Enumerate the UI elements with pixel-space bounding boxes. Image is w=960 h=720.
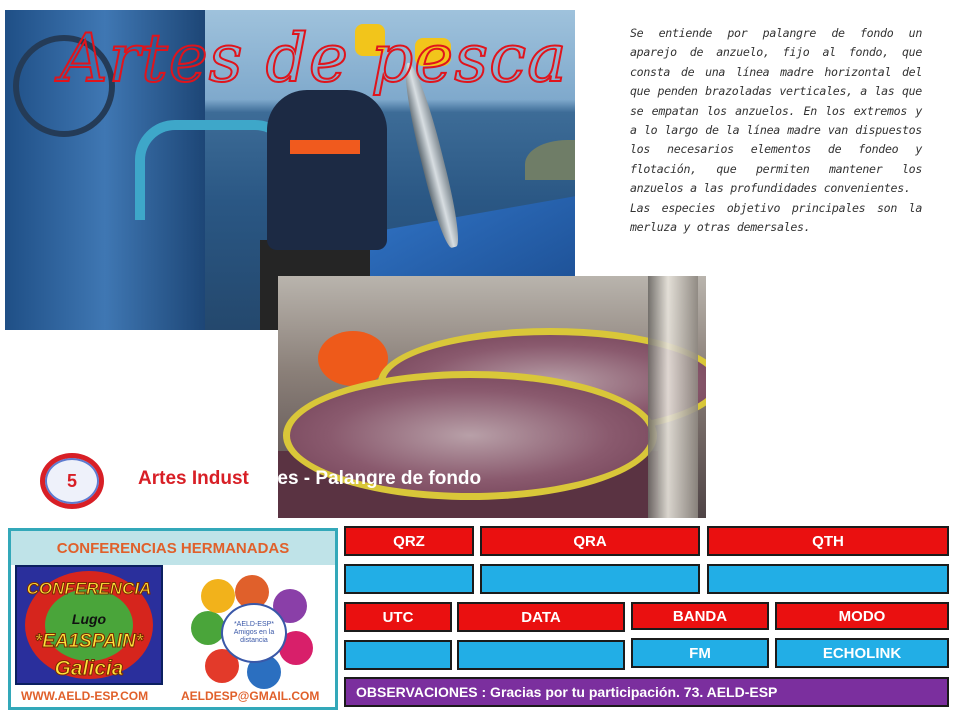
banda-field[interactable]: FM xyxy=(631,638,769,668)
conferences-panel xyxy=(8,528,338,710)
conferences-header: CONFERENCIAS HERMANADAS xyxy=(11,531,335,565)
subtitle-red-part: Artes Indust xyxy=(138,468,249,489)
fisherman-body xyxy=(267,90,387,250)
lugo-logo-text-2: Lugo xyxy=(71,611,107,627)
aeld-logo xyxy=(191,575,313,687)
aeld-petal-yellow xyxy=(201,579,235,613)
hill-shape xyxy=(525,140,575,180)
utc-field[interactable] xyxy=(344,640,452,670)
qrz-field[interactable] xyxy=(344,564,474,594)
aeld-logo-text-1: *AELD-ESP* xyxy=(233,621,275,628)
email-link[interactable]: AELDESP@GMAIL.COM xyxy=(181,689,320,703)
slide-title: Artes de pesca xyxy=(60,20,568,97)
data-field[interactable] xyxy=(457,640,625,670)
hanging-ropes xyxy=(648,276,698,518)
utc-label: UTC xyxy=(344,602,452,632)
qrz-label: QRZ xyxy=(344,526,474,556)
slide-number-badge: 5 xyxy=(40,453,104,509)
description-paragraph-2: Las especies objetivo principales son la merluza y otras demersales. xyxy=(630,200,922,235)
lugo-conference-logo xyxy=(15,565,163,685)
description-text xyxy=(630,24,922,237)
qth-field[interactable] xyxy=(707,564,949,594)
lugo-logo-text-1: CONFERENCIA xyxy=(26,579,152,598)
modo-field[interactable]: ECHOLINK xyxy=(775,638,949,668)
observations-bar: OBSERVACIONES : Gracias por tu participación. 73. AELD-ESP xyxy=(344,677,949,707)
modo-label: MODO xyxy=(775,602,949,630)
qra-field[interactable] xyxy=(480,564,700,594)
aeld-logo-text-2: Amigos en la distancia xyxy=(233,629,275,644)
description-paragraph-1: Se entiende por palangre de fondo un aparejo de anzuelo, fijo al fondo, que consta de una línea madre horizontal del que penden brazoladas verticales, a las que se empatan los anzuelos. En los extremos y a lo largo de la línea madre van dispuestos los necesarios elementos de fondeo y flotación, que permiten mantener los anzuelos a las profundidades convenientes. xyxy=(630,26,922,196)
banda-label: BANDA xyxy=(631,602,769,630)
aeld-logo-center xyxy=(221,603,287,663)
subtitle-white-part: riales - Palangre de fondo xyxy=(248,468,482,489)
aeld-petal-green xyxy=(191,611,225,645)
lugo-logo-text-4: Galicia xyxy=(54,657,124,680)
slide-subtitle xyxy=(138,468,481,490)
data-label: DATA xyxy=(457,602,625,632)
qra-label: QRA xyxy=(480,526,700,556)
website-link[interactable]: WWW.AELD-ESP.COM xyxy=(21,689,149,703)
lugo-logo-text-3: *EA1SPAIN* xyxy=(34,631,144,652)
fisherman-vest-strap xyxy=(290,140,360,154)
qth-label: QTH xyxy=(707,526,949,556)
